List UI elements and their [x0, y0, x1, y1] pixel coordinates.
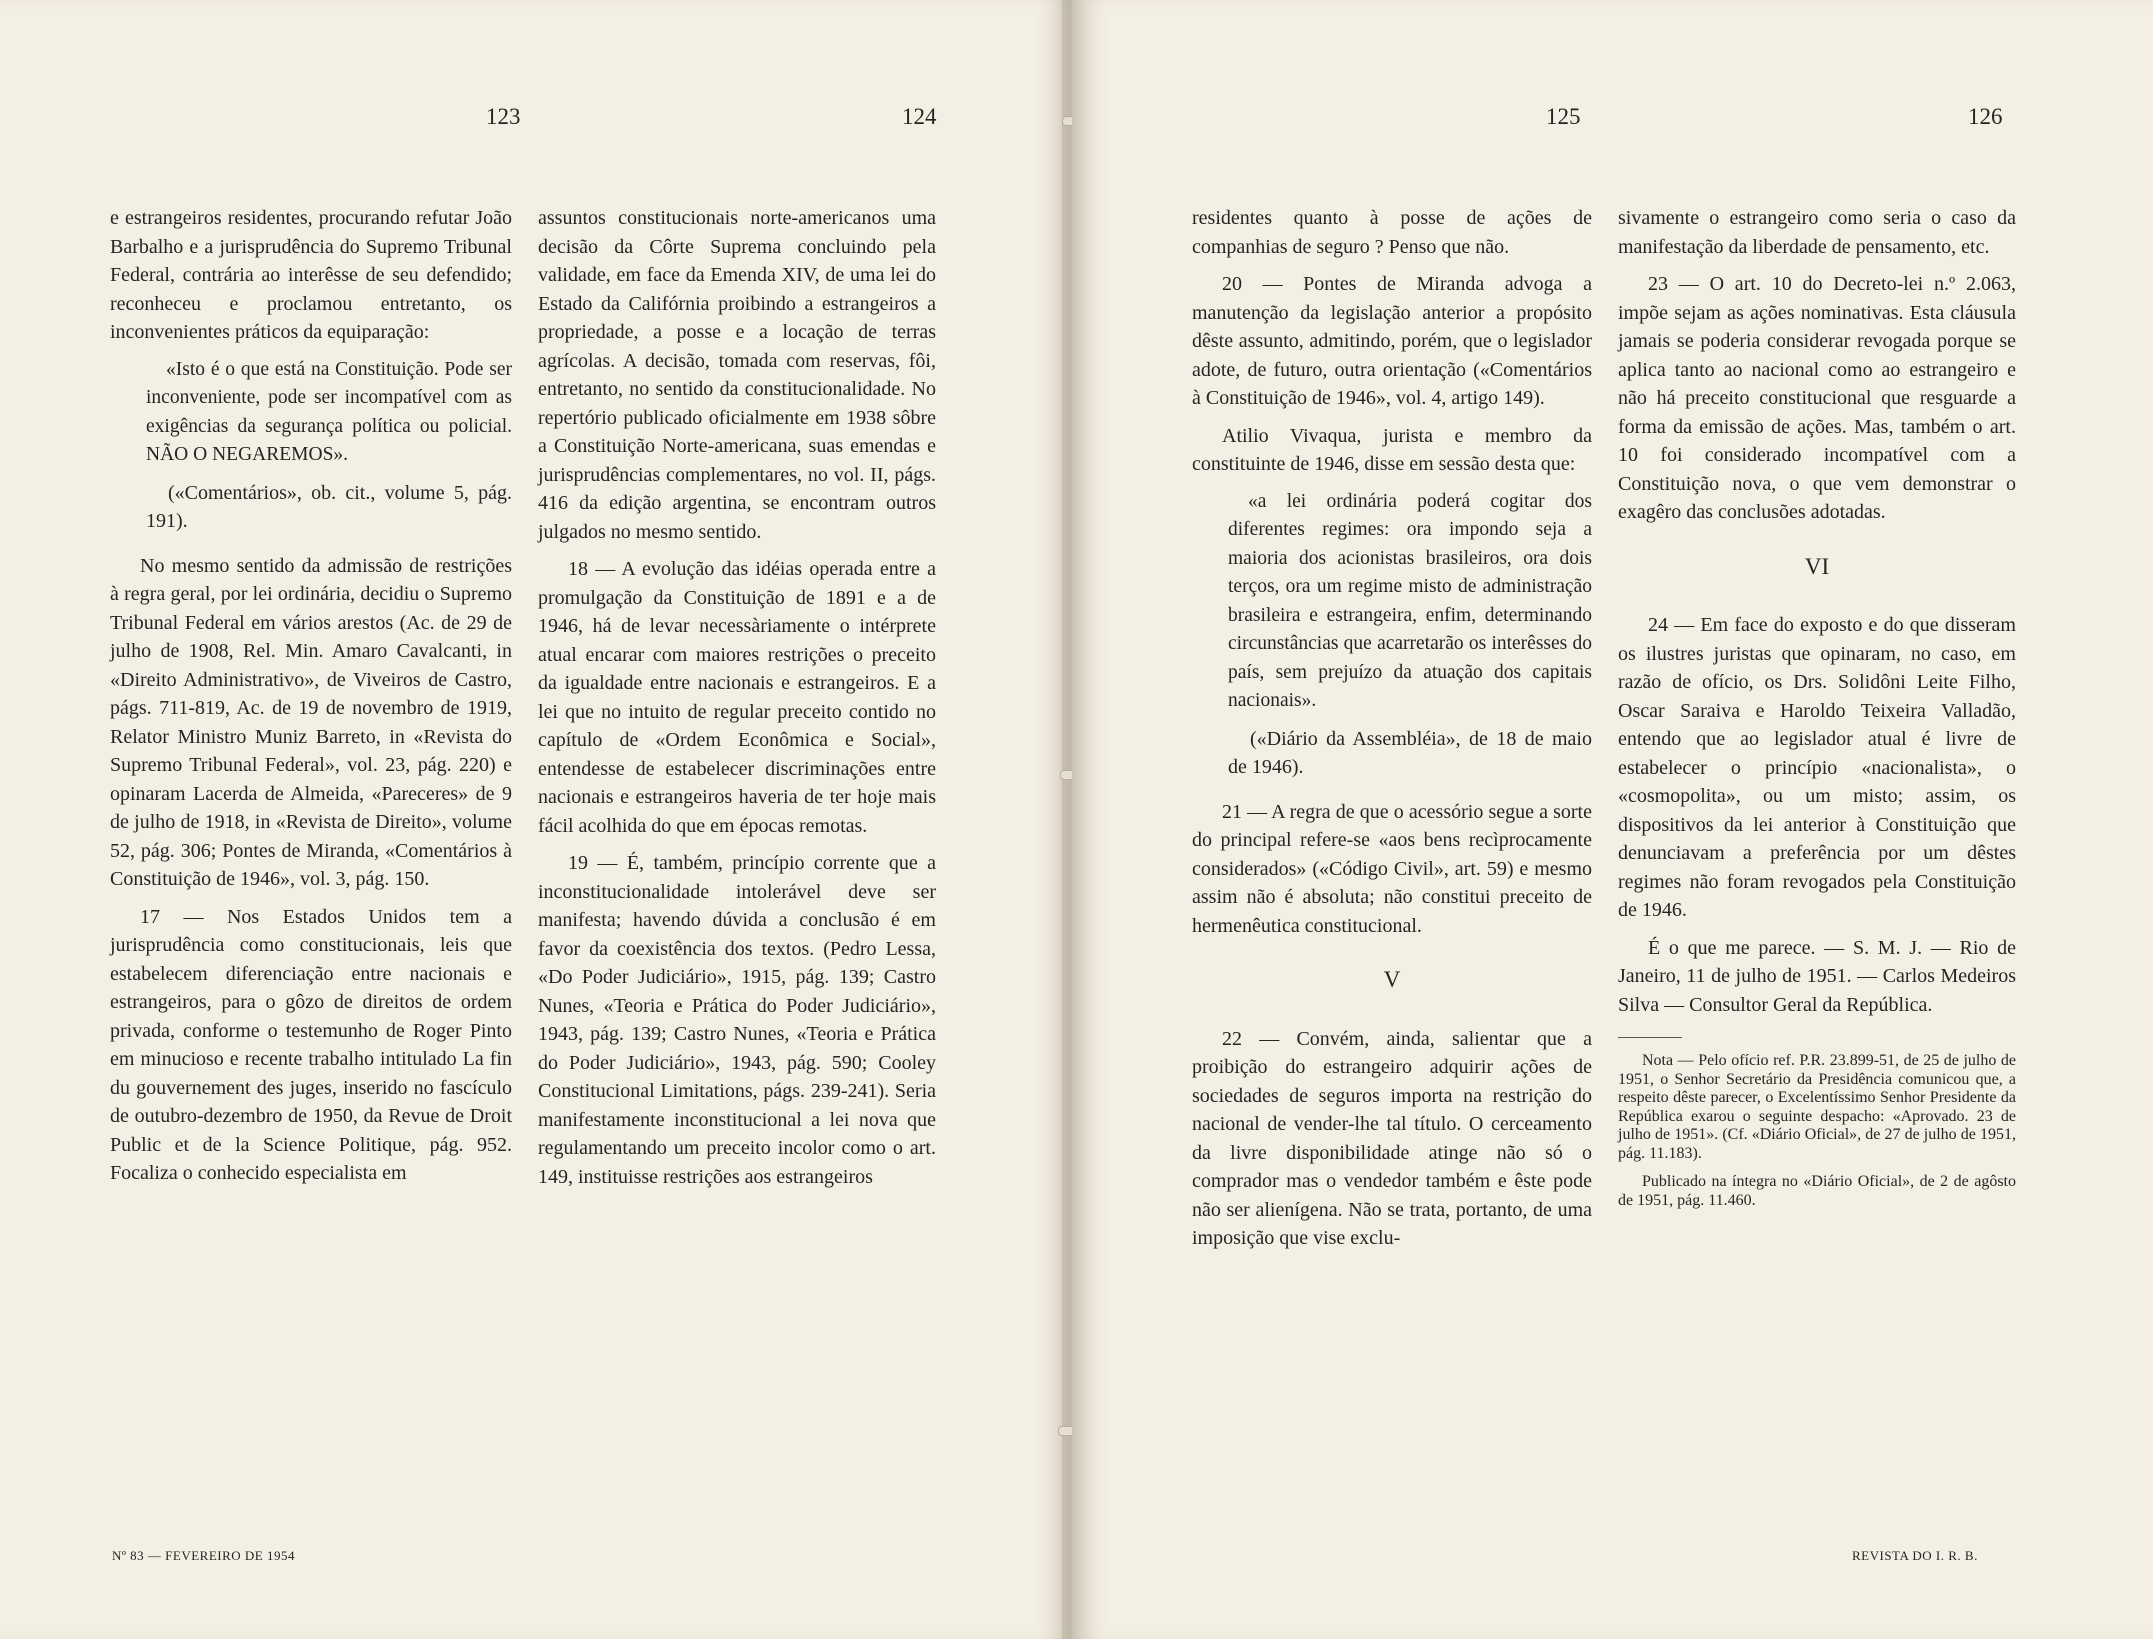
paragraph-24: 24 — Em face do exposto e do que disseram os ilustres juristas que opinaram, no caso, em razão de ofício, os Drs. Solidôni Leite Filho, Oscar Saraiva e Haroldo Teixeira Valladão, entendo que ao legislador atual é livre de estabelecer o princípio «nacionalista», o «cosmopolita», ou um misto; assim, os dispositivos da lei anterior à Constituição que denunciavam a preferência por um dêstes regimes não foram revogados pela Constituição de 1946. — [1618, 614, 2016, 921]
column-1 — [110, 204, 512, 1197]
paragraph-21: 21 — A regra de que o acessório segue a sorte do principal refere-se «aos bens recìprocamente considerados» («Código Civil», art. 59) e mesmo assim não é absoluta; não constitui preceito de hermenêutica constitucional. — [1192, 800, 1592, 937]
footnote: Nota — Pelo ofício ref. P.R. 23.899-51, de 25 de julho de 1951, o Senhor Secretário da Presidência comunicou que, a respeito dêste parecer, o Excelentíssimo Senhor Presidente da República exarou o seguinte despacho: «Aprovado. 23 de julho de 1951». (Cf. «Diário Oficial», de 27 de julho de 1951, pág. 11.183). — [1618, 1052, 2016, 1162]
paragraph: e estrangeiros residentes, procurando refutar João Barbalho e a jurisprudência do Supremo Tribunal Federal, contrária ao interêsse de seu defendido; reconheceu e proclamou entretanto, os inconvenientes práticos da equiparação: — [110, 207, 512, 343]
column-3 — [1192, 204, 1592, 1262]
block-quote: «Isto é o que está na Constituição. Pode ser inconveniente, pode ser incompatível com as exigências da segurança política ou policial. NÃO O NEGAREMOS». — [146, 358, 512, 465]
paragraph-22: 22 — Convém, ainda, salientar que a proibição do estrangeiro adquirir ações de sociedades de seguros importa na restrição do nacional de vender-lhe tal título. O cerceamento da livre disponibilidade atinge não só o comprador mas o vendedor também e êste pode não ser alienígena. Não se trata, portanto, de uma imposição que vise exclu- — [1192, 1027, 1592, 1249]
left-page — [0, 0, 1072, 1639]
footer-journal: REVISTA DO I. R. B. — [1852, 1548, 1978, 1563]
section-heading-v: V — [1383, 967, 1401, 992]
paragraph: sivamente o estrangeiro como seria o caso da manifestação da liberdade de pensamento, etc. — [1618, 207, 2016, 258]
paragraph: No mesmo sentido da admissão de restrições à regra geral, por lei ordinária, decidiu o Supremo Tribunal Federal em vários arestos (Ac. de 29 de julho de 1908, Rel. Min. Amaro Cavalcanti, in «Direito Administrativo», de Viveiros de Castro, págs. 711-819, Ac. de 19 de novembro de 1919, Relator Ministro Muniz Barreto, in «Revista do Supremo Tribunal Federal», vol. 23, pág. 220) e opinaram Lacerda de Almeida, «Pareceres» de 9 de julho de 1918, in «Revista de Direito», volume 52, pág. 306; Pontes de Miranda, «Comentários à Constituição de 1946», vol. 3, pág. 150. — [110, 554, 512, 890]
footer-issue: Nº 83 — FEVEREIRO DE 1954 — [112, 1548, 295, 1563]
footnote: Publicado na íntegra no «Diário Oficial», de 2 de agôsto de 1951, pág. 11.460. — [1618, 1173, 2016, 1209]
paragraph-19: 19 — É, também, princípio corrente que a inconstitucionalidade intolerável deve ser manifesta; havendo dúvida a conclusão é em favor da coexistência dos textos. (Pedro Lessa, «Do Poder Judiciário», 1915, pág. 139; Castro Nunes, «Teoria e Prática do Poder Judiciário», 1943, pág. 139; Castro Nunes, «Teoria e Prática do Poder Judiciário», 1943, pág. 590; Cooley Constitucional Limitations, págs. 239-241). Seria manifestamente inconstitucional a lei nova que regulamentando um preceito incolor como o art. 149, instituisse restrições aos estrangeiros — [538, 852, 936, 1188]
quote-source: («Comentários», ob. cit., volume 5, pág. 191). — [146, 481, 512, 532]
paragraph: residentes quanto à posse de ações de companhias de seguro ? Penso que não. — [1192, 207, 1592, 258]
paragraph: Atilio Vivaqua, jurista e membro da constituinte de 1946, disse em sessão desta que: — [1192, 424, 1592, 475]
page-number-126: 126 — [1968, 104, 2003, 129]
page-number-125: 125 — [1546, 104, 1581, 129]
paragraph-23: 23 — O art. 10 do Decreto-lei n.º 2.063, impõe sejam as ações nominativas. Esta cláusula jamais se poderia considerar revogada porque se aplica tanto ao nacional como ao estrangeiro e não há preceito constitucional que resguarde a forma da emissão de ações. Mas, também o art. 10 foi considerado incompatível com a Constituição nova, o que vem demonstrar o exagêro das conclusões adotadas. — [1618, 273, 2016, 523]
signature-paragraph: É o que me parece. — S. M. J. — Rio de Janeiro, 11 de julho de 1951. — Carlos Medeiros Silva — Consultor Geral da República. — [1618, 936, 2016, 1016]
block-quote: «a lei ordinária poderá cogitar dos diferentes regimes: ora impondo seja a maioria dos acionistas brasileiros, ora dois terços, ora um regime misto de administração brasileira e estrangeira, enfim, determinando circunstâncias que acarretarão os interêsses do país, sem prejuízo da atuação dos capitais nacionais». — [1228, 490, 1592, 711]
paragraph-17: 17 — Nos Estados Unidos tem a jurisprudência como constitucionais, leis que estabelecem diferenciação entre nacionais e estrangeiros, para o gôzo de direitos de ordem privada, conforme o testemunho de Roger Pinto em minucioso e recente trabalho intitulado La fin du gouvernement des juges, inserido no fascículo de outubro-dezembro de 1950, da Revue de Droit Public et de la Science Politique, pág. 952. Focaliza o conhecido especialista em — [110, 905, 512, 1184]
right-page — [1072, 0, 2153, 1639]
quote-source: («Diário da Assembléia», de 18 de maio de 1946). — [1228, 727, 1592, 778]
column-4 — [1618, 204, 2016, 1220]
paragraph: assuntos constitucionais norte-americanos uma decisão da Côrte Suprema concluindo pela validade, em face da Emenda XIV, de uma lei do Estado da Califórnia proibindo a estrangeiros a propriedade, a posse e a locação de terras agrícolas. A decisão, tomada com reservas, fôi, entretanto, no sentido da constitucionalidade. No repertório publicado oficialmente em 1938 sôbre a Constituição Norte-americana, suas emendas e jurisprudências complementares, no vol. II, págs. 416 da edição argentina, se encontram outros julgados no mesmo sentido. — [538, 207, 936, 543]
column-2 — [538, 204, 936, 1200]
page-number-123: 123 — [486, 104, 521, 129]
section-heading-vi: VI — [1804, 553, 1830, 579]
page-number-124: 124 — [902, 104, 937, 129]
paragraph-18: 18 — A evolução das idéias operada entre a promulgação da Constituição de 1891 e a de 1946, há de levar necessàriamente o intérprete atual encarar com maiores restrições o preceito da igualdade entre nacionais e estrangeiros. E a lei que no intuito de regular preceito contido no capítulo de «Ordem Econômica e Social», entendesse de estabelecer discriminações entre nacionais e estrangeiros haveria de ter hoje mais fácil acolhida do que em épocas remotas. — [538, 558, 936, 837]
paragraph-20: 20 — Pontes de Miranda advoga a manutenção da legislação anterior a propósito dêste assunto, admitindo, porém, que o legislador adote, de futuro, outra orientação («Comentários à Constituição de 1946», vol. 4, artigo 149). — [1192, 273, 1592, 409]
note-divider — [1618, 1037, 1682, 1038]
